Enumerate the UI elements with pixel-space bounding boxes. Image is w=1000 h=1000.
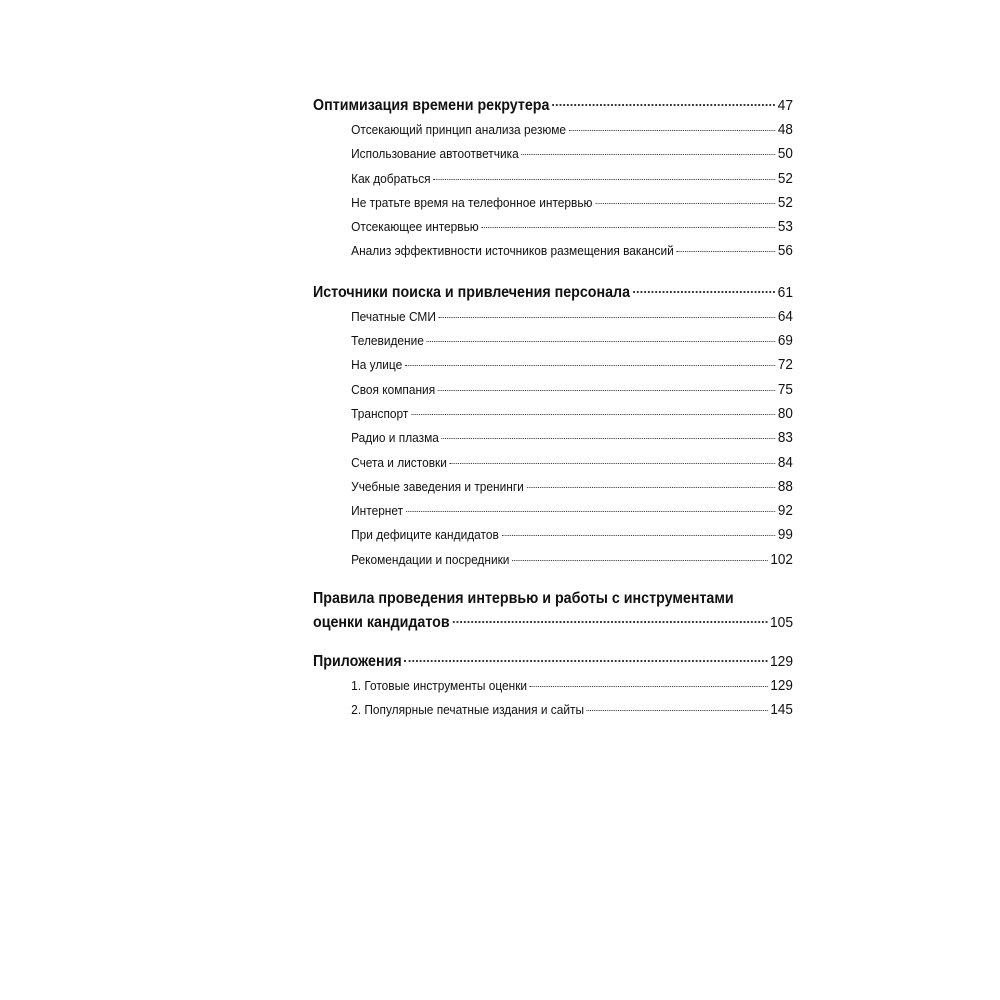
toc-chapter-entry[interactable] — [313, 610, 793, 635]
toc-page-number: 53 — [777, 219, 793, 236]
toc-subentry[interactable] — [313, 118, 793, 142]
toc-subentry[interactable] — [313, 353, 793, 377]
toc-subentry-title: Радио и плазма — [351, 430, 439, 446]
toc-subentry[interactable] — [313, 548, 793, 572]
toc-subentry[interactable] — [313, 499, 793, 523]
toc-subentry[interactable] — [313, 329, 793, 353]
toc-subentry-title: Счета и листовки — [351, 454, 447, 470]
toc-page-number: 105 — [769, 614, 794, 632]
toc-chapter-entry[interactable] — [313, 649, 793, 674]
toc-page-number: 88 — [777, 478, 793, 495]
dot-leader — [411, 414, 775, 415]
toc-subentry-title: Анализ эффективности источников размещения вакансий — [351, 243, 674, 259]
toc-subentry-title: Телевидение — [351, 333, 424, 349]
dot-leader — [450, 463, 775, 464]
toc-subentry-title: Как добраться — [351, 170, 431, 186]
toc-chapter-title: Источники поиска и привлечения персонала — [313, 283, 631, 301]
toc-subentry[interactable] — [313, 215, 793, 239]
dot-leader — [405, 365, 775, 366]
toc-subentry-title: Отсекающее интервью — [351, 219, 479, 235]
toc-page-number: 72 — [777, 357, 793, 374]
toc-page-number: 84 — [777, 454, 793, 471]
toc-chapter-title-line[interactable] — [313, 588, 793, 610]
toc-section — [313, 93, 793, 264]
toc-page-number: 47 — [777, 97, 794, 114]
toc-page-number: 83 — [777, 430, 793, 447]
toc-subentry[interactable] — [313, 378, 793, 402]
toc-subentry[interactable] — [313, 426, 793, 450]
dot-leader — [433, 179, 775, 180]
toc-subentry[interactable] — [313, 305, 793, 329]
toc-subentry[interactable] — [313, 475, 793, 499]
dot-leader — [521, 154, 775, 155]
toc-subentry-title: 1. Готовые инструменты оценки — [351, 678, 528, 694]
toc-page-number: 102 — [770, 551, 793, 568]
toc-subentry[interactable] — [313, 451, 793, 475]
toc-chapter-title: Оптимизация времени рекрутера — [313, 97, 550, 114]
toc-page-number: 129 — [769, 653, 794, 671]
toc-page-number: 129 — [770, 678, 793, 695]
dot-leader — [587, 710, 768, 711]
dot-leader — [452, 621, 767, 623]
toc-section — [313, 649, 793, 723]
toc-page-number: 50 — [777, 146, 793, 163]
toc-chapter-entry[interactable] — [313, 93, 793, 118]
toc-chapter-title-continuation: оценки кандидатов — [313, 614, 450, 632]
toc-subentry-title: Использование автоответчика — [351, 146, 519, 162]
toc-page-number: 75 — [777, 381, 793, 398]
toc-subentry[interactable] — [313, 167, 793, 191]
dot-leader — [427, 341, 775, 342]
toc-page-number: 69 — [777, 333, 793, 350]
toc-subentry-title: 2. Популярные печатные издания и сайты — [351, 702, 585, 718]
dot-leader — [442, 438, 775, 439]
toc-subentry-title: Рекомендации и посредники — [351, 551, 510, 567]
dot-leader — [569, 130, 775, 131]
dot-leader — [527, 487, 775, 488]
dot-leader — [439, 317, 775, 318]
toc-subentry-title: При дефиците кандидатов — [351, 527, 499, 543]
toc-subentry-title: Печатные СМИ — [351, 308, 436, 324]
dot-leader — [406, 511, 775, 512]
toc-subentry-title: Не тратьте время на телефонное интервью — [351, 194, 593, 210]
toc-page-number: 52 — [777, 194, 793, 211]
toc-chapter-title: Правила проведения интервью и работы с инструментами — [313, 590, 734, 608]
toc-subentry-title: Транспорт — [351, 405, 409, 421]
toc-subentry[interactable] — [313, 142, 793, 166]
toc-chapter-title: Приложения — [313, 653, 402, 671]
toc-subentry-title: Отсекающий принцип анализа резюме — [351, 122, 566, 137]
toc-page-number: 145 — [770, 702, 793, 719]
toc-subentry-title: На улице — [351, 357, 403, 373]
toc-section — [313, 588, 793, 635]
dot-leader — [677, 251, 775, 252]
dot-leader — [512, 560, 767, 561]
toc-subentry[interactable] — [313, 523, 793, 547]
toc-page-number: 64 — [777, 308, 793, 325]
toc-page-number: 80 — [777, 405, 793, 422]
dot-leader — [633, 291, 775, 293]
dot-leader — [438, 390, 775, 391]
toc-subentry-title: Учебные заведения и тренинги — [351, 478, 524, 494]
toc-page-number: 56 — [777, 243, 793, 260]
toc-subentry[interactable] — [313, 698, 793, 722]
toc-subentry[interactable] — [313, 674, 793, 698]
dot-leader — [482, 227, 776, 228]
toc-subentry[interactable] — [313, 191, 793, 215]
dot-leader — [552, 104, 775, 106]
toc-subentry[interactable] — [313, 239, 793, 263]
dot-leader — [595, 203, 775, 204]
toc-subentry-title: Интернет — [351, 503, 404, 519]
toc-page-number: 61 — [777, 283, 794, 301]
toc-subentry[interactable] — [313, 402, 793, 426]
dot-leader — [502, 535, 776, 536]
toc-subentry-title: Своя компания — [351, 381, 436, 397]
toc-page-number: 48 — [777, 122, 793, 138]
toc-chapter-entry[interactable] — [313, 280, 793, 305]
table-of-contents — [313, 93, 793, 739]
dot-leader — [404, 660, 767, 662]
dot-leader — [530, 686, 768, 687]
toc-page-number: 92 — [777, 503, 793, 520]
toc-page-number: 52 — [777, 170, 793, 187]
toc-page-number: 99 — [777, 527, 793, 544]
toc-section — [313, 280, 793, 572]
